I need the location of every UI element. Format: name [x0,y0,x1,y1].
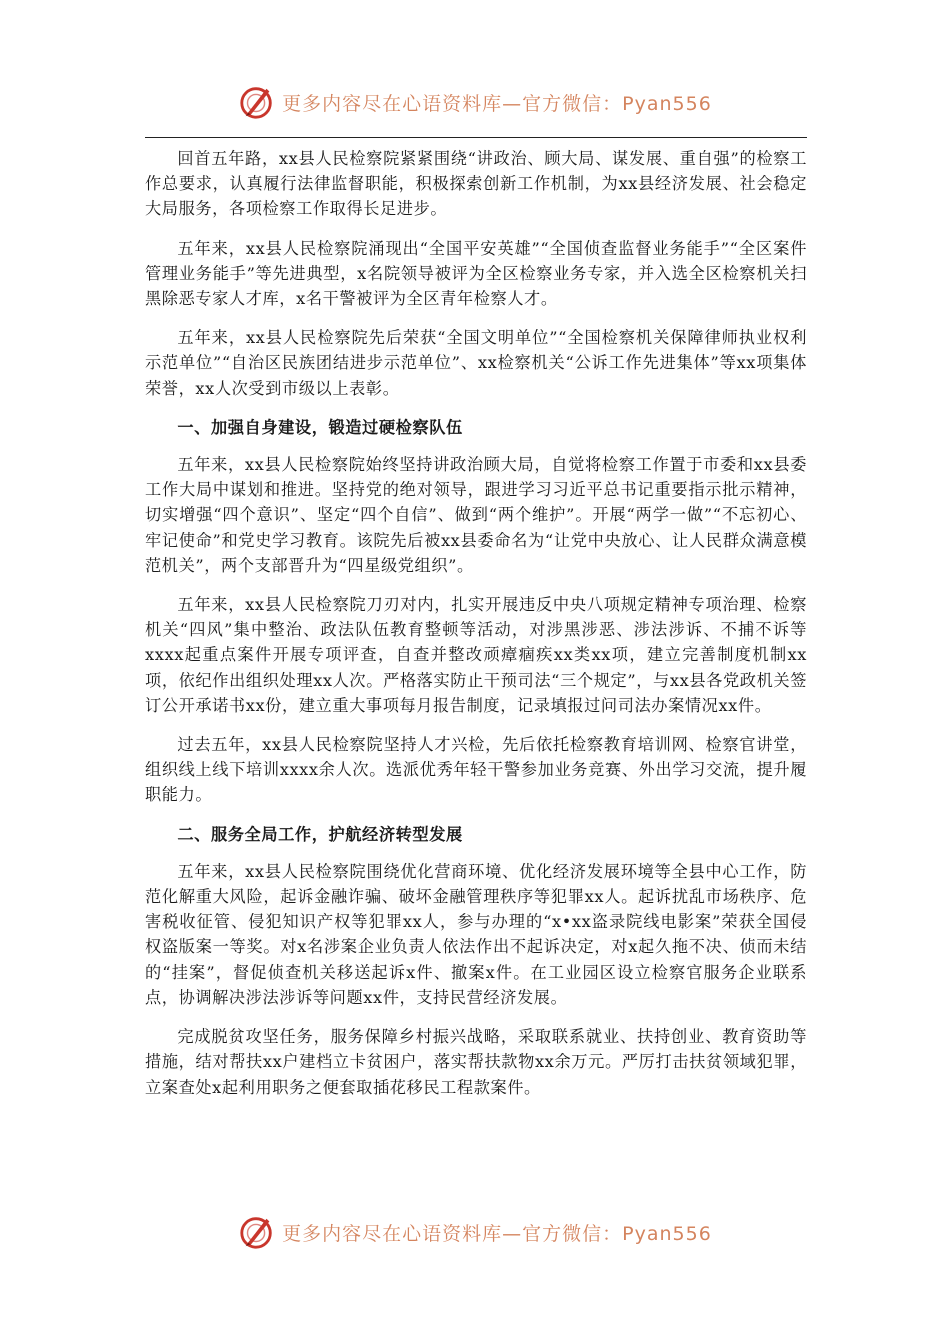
intro-paragraph-1: 回首五年路，xx县人民检察院紧紧围绕“讲政治、顾大局、谋发展、重自强”的检察工作总要求，认真履行法律监督职能，积极探索创新工作机制，为xx县经济发展、社会稳定大局服务，各项检察工作取得长足进步。 [145,149,807,219]
header-divider [145,137,807,138]
section-2-paragraph-1: 五年来，xx县人民检察院围绕优化营商环境、优化经济发展环境等全县中心工作，防范化解重大风险，起诉金融诈骗、破坏金融管理秩序等犯罪xx人。起诉扰乱市场秩序、危害税收征管、侵犯知识产权等犯罪xx人，参与办理的“x•xx盗录院线电影案”荣获全国侵权盗版案一等奖。对x名涉案企业负责人依法作出不起诉决定，对x起久拖不决、侦而未结的“挂案”，督促侦查机关移送起诉x件、撤案x件。在工业园区设立检察官服务企业联系点，协调解决涉法涉诉等问题xx件，支持民营经济发展。 [145,861,807,1007]
intro-paragraph-3: 五年来，xx县人民检察院先后荣获“全国文明单位”“全国检察机关保障律师执业权利示范单位”“自治区民族团结进步示范单位”、xx检察机关“公诉工作先进集体”等xx项集体荣誉，xx人次受到市级以上表彰。 [145,328,807,398]
banner-text: 更多内容尽在心语资料库—官方微信：Pyan556 [282,92,712,115]
footer-banner [0,1210,950,1254]
section-1-paragraph-1: 五年来，xx县人民检察院始终坚持讲政治顾大局，自觉将检察工作置于市委和xx县委工作大局中谋划和推进。坚持党的绝对领导，跟进学习习近平总书记重要指示批示精神，切实增强“四个意识”、坚定“四个自信”、做到“两个维护”。开展“两学一做”“不忘初心、牢记使命”和党史学习教育。该院先后被xx县委命名为“让党中央放心、让人民群众满意模范机关”，两个支部晋升为“四星级党组织”。 [145,455,807,575]
document-body [145,146,807,1114]
section-2-heading: 二、服务全局工作，护航经济转型发展 [177,824,463,844]
brush-logo-icon [238,83,276,121]
section-1-heading: 一、加强自身建设，锻造过硬检察队伍 [177,417,463,437]
section-2-paragraph-2: 完成脱贫攻坚任务，服务保障乡村振兴战略，采取联系就业、扶持创业、教育资助等措施，结对帮扶xx户建档立卡贫困户，落实帮扶款物xx余万元。严厉打击扶贫领域犯罪，立案查处x起利用职务之便套取插花移民工程款案件。 [145,1027,807,1097]
banner-text: 更多内容尽在心语资料库—官方微信：Pyan556 [282,1222,712,1245]
intro-paragraph-2: 五年来，xx县人民检察院涌现出“全国平安英雄”“全国侦查监督业务能手”“全区案件管理业务能手”等先进典型，x名院领导被评为全区检察业务专家，并入选全区检察机关扫黑除恶专家人才库，x名干警被评为全区青年检察人才。 [145,238,807,309]
header-banner [0,80,950,124]
section-1-paragraph-3: 过去五年，xx县人民检察院坚持人才兴检，先后依托检察教育培训网、检察官讲堂，组织线上线下培训xxxx余人次。选派优秀年轻干警参加业务竞赛、外出学习交流，提升履职能力。 [145,735,807,805]
section-1-paragraph-2: 五年来，xx县人民检察院刀刃对内，扎实开展违反中央八项规定精神专项治理、检察机关“四风”集中整治、政法队伍教育整顿等活动，对涉黑涉恶、涉法涉诉、不捕不诉等xxxx起重点案件开展专项评查，自查并整改顽瘴痼疾xx类xx项，建立完善制度机制xx项，依纪作出组织处理xx人次。严格落实防止干预司法“三个规定”，与xx县各党政机关签订公开承诺书xx份，建立重大事项每月报告制度，记录填报过问司法办案情况xx件。 [145,595,807,715]
brush-logo-icon [238,1213,276,1251]
